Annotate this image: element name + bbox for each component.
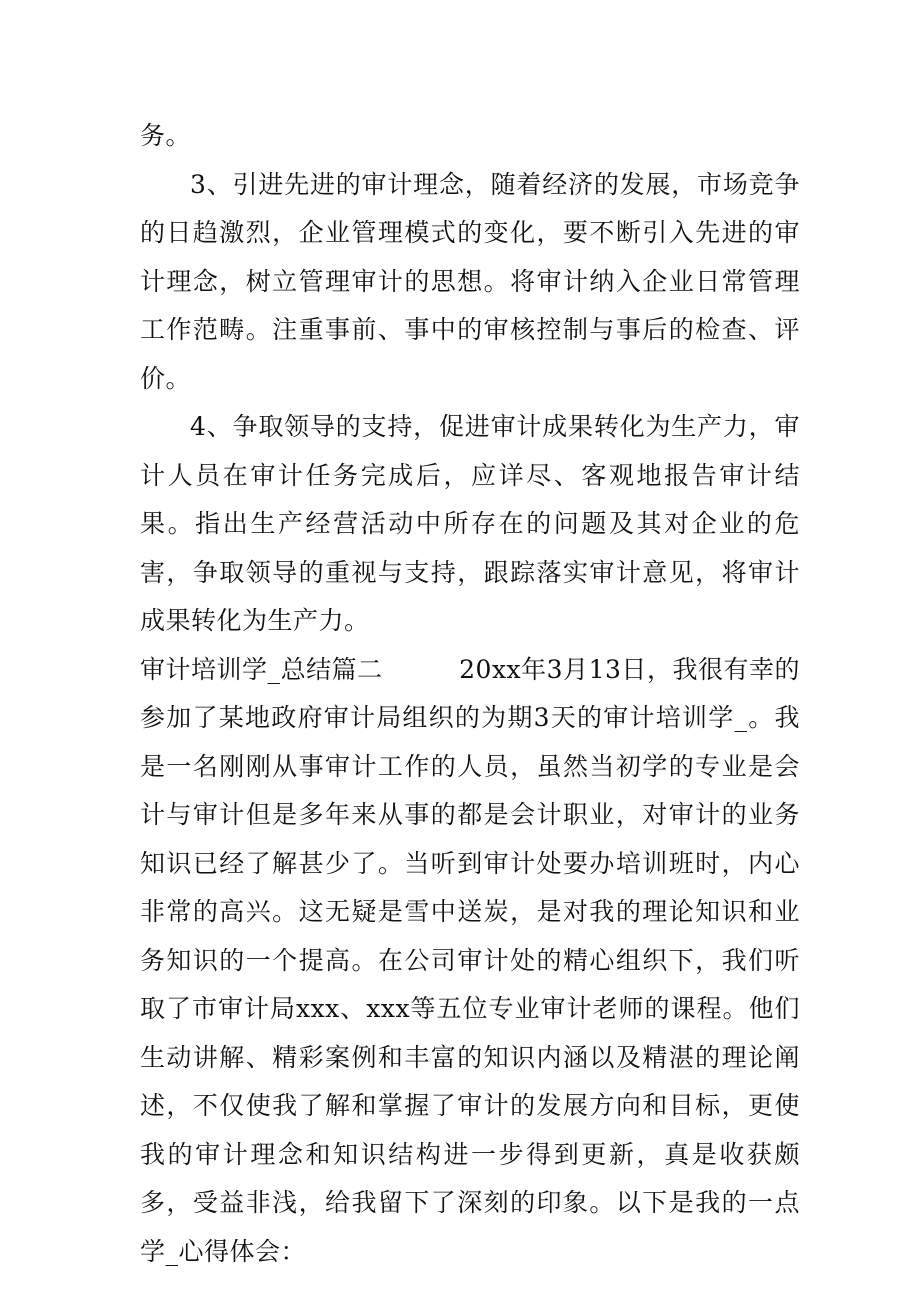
document-page — [140, 112, 800, 1276]
paragraph-item-4: 4、争取领导的支持，促进审计成果转化为生产力，审计人员在审计任务完成后，应详尽、客观地报告审计结果。指出生产经营活动中所存在的问题及其对企业的危害，争取领导的重视与支持，跟踪落实审计意见，将审计成果转化为生产力。 — [140, 412, 800, 635]
paragraph-item-3: 3、引进先进的审计理念，随着经济的发展，市场竞争的日趋激烈，企业管理模式的变化，要不断引入先进的审计理念，树立管理审计的思想。将审计纳入企业日常管理工作范畴。注重事前、事中的审核控制与事后的检查、评价。 — [140, 169, 800, 393]
paragraph-section-two: 审计培训学_总结篇二 20xx年3月13日，我很有幸的参加了某地政府审计局组织的为期3天的审计培训学_。我是一名刚刚从事审计工作的人员，虽然当初学的专业是会计与审计但是多年来从事的都是会计职业，对审计的业务知识已经了解甚少了。当听到审计处要办培训班时，内心非常的高兴。这无疑是雪中送炭，是对我的理论知识和业务知识的一个提高。在公司审计处的精心组织下，我们听取了市审计局xxx、xxx等五位专业审计老师的课程。他们生动讲解、精彩案例和丰富的知识内涵以及精湛的理论阐述，不仅使我了解和掌握了审计的发展方向和目标，更使我的审计理念和知识结构进一步得到更新，真是收获颇多，受益非浅，给我留下了深刻的印象。以下是我的一点学_心得体会： — [140, 654, 800, 1266]
paragraph-continuation: 务。 — [140, 121, 192, 150]
